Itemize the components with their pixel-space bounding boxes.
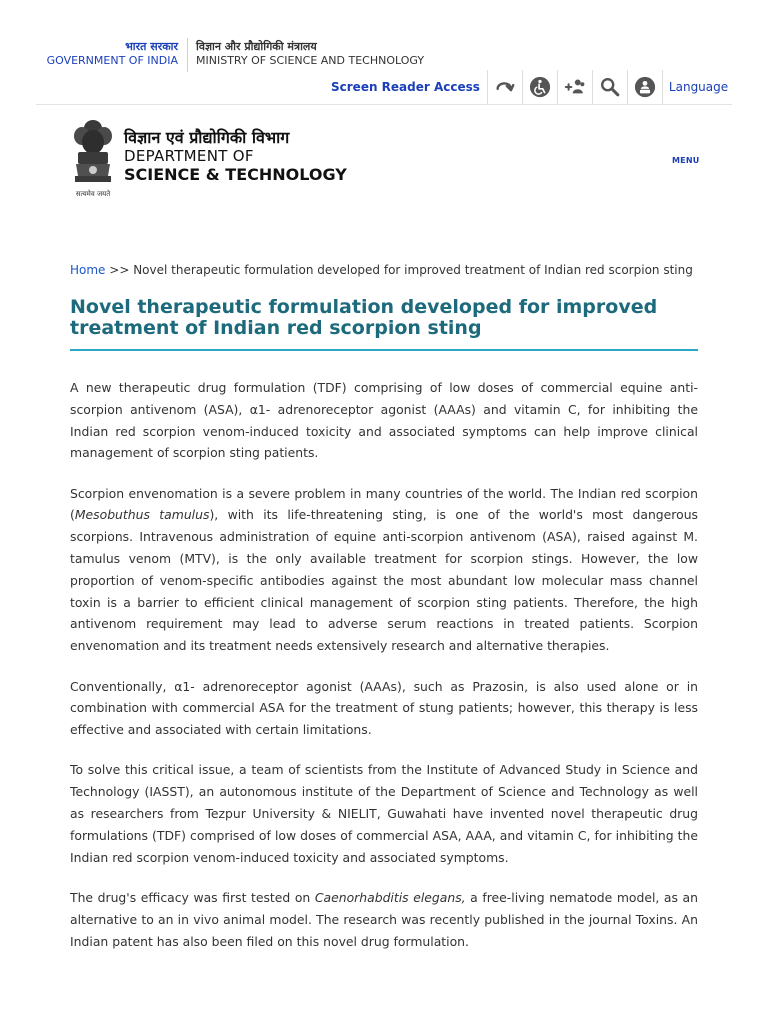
motto-text: सत्यमेव जयते <box>75 190 111 198</box>
article-paragraph-5 <box>70 887 698 952</box>
ministry-hindi-label: विज्ञान और प्रौद्योगिकी मंत्रालय <box>196 40 317 53</box>
menu-button[interactable]: MENU <box>672 156 700 165</box>
national-emblem-logo[interactable] <box>70 118 116 202</box>
department-title[interactable] <box>124 128 347 184</box>
p2-text-a: Scorpion envenomation is a severe problem in many countries of the world. The Indian red scorpion ( <box>70 485 698 523</box>
sitemap-icon <box>564 76 586 98</box>
accessibility-icon <box>529 76 551 98</box>
accessibility-options-button[interactable] <box>523 70 558 104</box>
article-body <box>70 377 698 971</box>
skip-to-content-button[interactable] <box>488 70 523 104</box>
breadcrumb-separator: >> <box>109 263 130 277</box>
nematode-name-italic: Caenorhabditis elegans, <box>314 889 466 905</box>
department-hindi-name: विज्ञान एवं प्रौद्योगिकी विभाग <box>124 128 290 147</box>
breadcrumb <box>70 263 710 277</box>
skip-to-content-icon <box>494 76 516 98</box>
language-selector[interactable] <box>663 70 734 104</box>
govt-english-label: GOVERNMENT OF INDIA <box>46 54 178 67</box>
p5-text-a: The drug's efficacy was first tested on <box>70 889 315 905</box>
screen-reader-access-link[interactable] <box>324 70 488 104</box>
article-paragraph-1: A new therapeutic drug formulation (TDF) comprising of low doses of commercial equine anti-scorpion antivenom (ASA), α1- adrenoreceptor agonist (AAAs) and vitamin C, for inhibiting the Indian red scorpion venom-induced toxicity and associated symptoms can help improve clinical management of scorpion sting patients. <box>70 380 698 461</box>
article-paragraph-3: Conventionally, α1- adrenoreceptor agonist (AAAs), such as Prazosin, is also used alone or in combination with commercial ASA for the treatment of stung patients; however, this therapy is less effective and associated with certain limitations. <box>70 678 698 738</box>
government-of-india-link[interactable] <box>46 40 178 68</box>
article-paragraph-4: To solve this critical issue, a team of scientists from the Institute of Advanced Study in Science and Technology (IASST), an autonomous institute of the Department of Science and Technology as well as researchers from Tezpur University & NIELIT, Guwahati have invented novel therapeutic drug formulations (TDF) comprised of low doses of commercial ASA, AAA, and vitamin C, for inhibiting the Indian red scorpion venom-induced toxicity and associated symptoms. <box>70 762 698 865</box>
social-icon <box>634 76 656 98</box>
social-media-button[interactable] <box>628 70 663 104</box>
page-title: Novel therapeutic formulation developed for improved treatment of Indian red scorpion sting <box>70 296 658 339</box>
ministry-english-label: MINISTRY OF SCIENCE AND TECHNOLOGY <box>196 54 425 67</box>
search-button[interactable] <box>593 70 628 104</box>
department-name-line2: SCIENCE & TECHNOLOGY <box>124 165 347 184</box>
gov-divider <box>187 38 188 72</box>
breadcrumb-current: Novel therapeutic formulation developed for improved treatment of Indian red scorpion sting <box>133 263 693 277</box>
p5-text-b: a free-living nematode model, as an alternative to an in vivo animal model. The research was recently published in the journal Toxins. An Indian patent has also been filed on this novel drug formulation. <box>70 889 698 949</box>
sitemap-button[interactable] <box>558 70 593 104</box>
department-name-line1: DEPARTMENT OF <box>124 147 254 165</box>
language-label: Language <box>668 80 729 94</box>
search-icon <box>599 76 621 98</box>
header-divider <box>36 104 732 105</box>
government-strip <box>0 38 768 74</box>
accessibility-toolbar <box>324 70 734 104</box>
breadcrumb-home-link[interactable]: Home <box>70 263 106 277</box>
p2-text-b: ), with its life-threatening sting, is one of the world's most dangerous scorpions. Intravenous administration of equine anti-scorpion antivenom (ASA), raised against M. tamulus venom (MTV), is the only available treatment for scorpion stings. However, the low proportion of venom-specific antibodies against the most abundant low molecular mass channel toxin is a barrier to efficient clinical management of scorpion sting patients. Therefore, the high antivenom requirement may lead to adverse serum reactions in treated patients. Scorpion envenomation and its treatment needs extensively research and alternative therapies. <box>70 507 699 654</box>
screen-reader-label: Screen Reader Access <box>331 80 480 94</box>
species-name-italic: Mesobuthus tamulus <box>74 507 210 523</box>
title-underline <box>70 349 698 351</box>
article-paragraph-2 <box>70 483 698 657</box>
ministry-link[interactable] <box>196 40 424 68</box>
govt-hindi-label: भारत सरकार <box>125 40 178 53</box>
